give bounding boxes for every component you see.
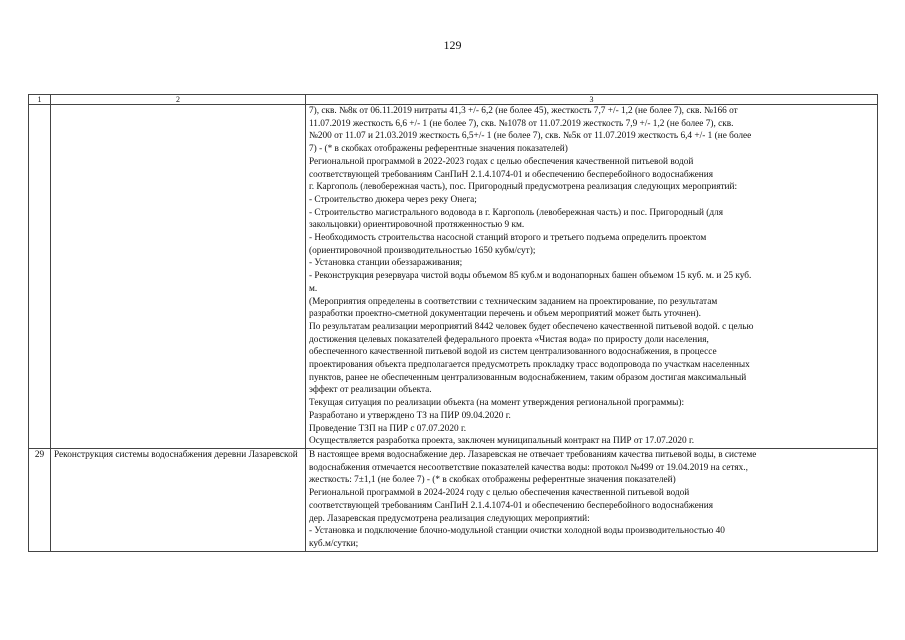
- description-line: обеспеченного качественной питьевой водой из систем централизованного водоснабжения, в процессе: [309, 347, 717, 358]
- description-line: проектирования объекта предполагается предусмотреть прокладку трасс водопровода по участкам населенных: [309, 360, 750, 371]
- description-line: достижения целевых показателей федерального проекта «Чистая вода» по приросту доли населения,: [309, 334, 709, 345]
- description-line: водоснабжения отмечается несоответствие показателей качества воды: протокол №499 от 19.04.2019 на сетях.,: [309, 462, 748, 473]
- description-line: - Необходимость строительства насосной станций второго и третьего подъема определить проектом: [309, 233, 707, 244]
- description-line: Проведение ТЗП на ПИР с 07.07.2020 г.: [309, 423, 467, 434]
- description-line: По результатам реализации мероприятий 8442 человек будет обеспечено качественной питьевой водой. с целью: [309, 321, 754, 332]
- header-col-1: 1: [29, 95, 51, 105]
- description-line: соответствующей требованиям СанПиН 2.1.4.1074-01 и обеспечению бесперебойного водоснабжения: [309, 500, 713, 511]
- page-number: 129: [443, 38, 462, 52]
- description-line: дер. Лазаревская предусмотрена реализация следующих мероприятий:: [309, 513, 590, 524]
- description-line: соответствующей требованиям СанПиН 2.1.4.1074-01 и обеспечению бесперебойного водоснабжения: [309, 169, 713, 180]
- description-line: - Строительство магистрального водовода в г. Каргополь (левобережная часть) и пос. Пригородный (для: [309, 207, 723, 218]
- description-line: В настоящее время водоснабжение дер. Лазаревская не отвечает требованиям качества питьевой воды, в системе: [309, 449, 757, 460]
- description-line: Разработано и утверждено ТЗ на ПИР 09.04.2020 г.: [309, 410, 511, 421]
- description-line: г. Каргополь (левобережная часть), пос. Пригородный предусмотрена реализация следующих мероприятий:: [309, 182, 738, 193]
- object-name: Реконструкция системы водоснабжения деревни Лазаревской: [51, 448, 306, 551]
- table-row-29: [29, 448, 878, 551]
- description-line: (ориентировочной производительностью 1650 кубм/сут);: [309, 245, 536, 256]
- description-line: жесткость: 7±1,1 (не более 7) - (* в скобках отображены референтные значения показателей): [309, 475, 676, 486]
- description-line: пунктов, ранее не обеспеченным централизованным водоснабжением, таким образом достигая максимальный: [309, 372, 747, 383]
- description-line: - Установка станции обеззараживания;: [309, 258, 463, 269]
- description-line: 7), скв. №8к от 06.11.2019 нитраты 41,3 +/- 6,2 (не более 45), жесткость 7,7 +/- 1,2 (не более 7), скв. №166 от: [309, 106, 738, 116]
- description-line: - Установка и подключение блочно-модульной станции очистки холодной воды производительностью 40: [309, 526, 725, 537]
- object-name: [51, 105, 306, 449]
- description-line: - Реконструкция резервуара чистой воды объемом 85 куб.м и водонапорных башен объемом 15 куб. м. и 25 куб.: [309, 271, 752, 282]
- header-col-3: 3: [306, 95, 878, 105]
- description-line: №200 от 11.07 и 21.03.2019 жесткость 6,5+/- 1 (не более 7), скв. №5к от 11.07.2019 жесткость 6,4 +/- 1 (не более: [309, 131, 752, 142]
- description-line: Текущая ситуация по реализации объекта (на момент утверждения региональной программы):: [309, 398, 685, 409]
- row-number: [29, 105, 51, 449]
- description-line: разработки проектно-сметной документации перечень и объем мероприятий может быть уточнен).: [309, 309, 701, 320]
- object-description: [306, 105, 878, 449]
- description-line: 11.07.2019 жесткость 6,6 +/- 1 (не более 7), скв. №1078 от 11.07.2019 жесткость 7,9 +/- 1,2 (не более 7), скв.: [309, 118, 734, 129]
- description-line: Региональной программой в 2024-2024 году с целью обеспечения качественной питьевой водой: [309, 488, 690, 499]
- object-description: [306, 448, 878, 551]
- description-line: м.: [309, 283, 318, 294]
- description-line: закольцовки) ориентировочной протяженностью 9 км.: [309, 220, 525, 231]
- table-row-continued: [29, 105, 878, 449]
- description-line: - Строительство дюкера через реку Онега;: [309, 194, 477, 205]
- description-line: куб.м/сутки;: [309, 538, 359, 549]
- table-header-row: [29, 95, 878, 105]
- description-line: (Мероприятия определены в соответствии с техническим заданием на проектирование, по результатам: [309, 296, 718, 307]
- description-line: Осуществляется разработка проекта, заключен муниципальный контракт на ПИР от 17.07.2020 г.: [309, 436, 695, 447]
- description-line: 7) - (* в скобках отображены референтные значения показателей): [309, 144, 568, 155]
- program-table: [28, 94, 878, 552]
- description-line: эффект от реализации объекта.: [309, 385, 432, 396]
- row-number: 29: [29, 448, 51, 551]
- header-col-2: 2: [51, 95, 306, 105]
- description-line: Региональной программой в 2022-2023 годах с целью обеспечения качественной питьевой водой: [309, 156, 694, 167]
